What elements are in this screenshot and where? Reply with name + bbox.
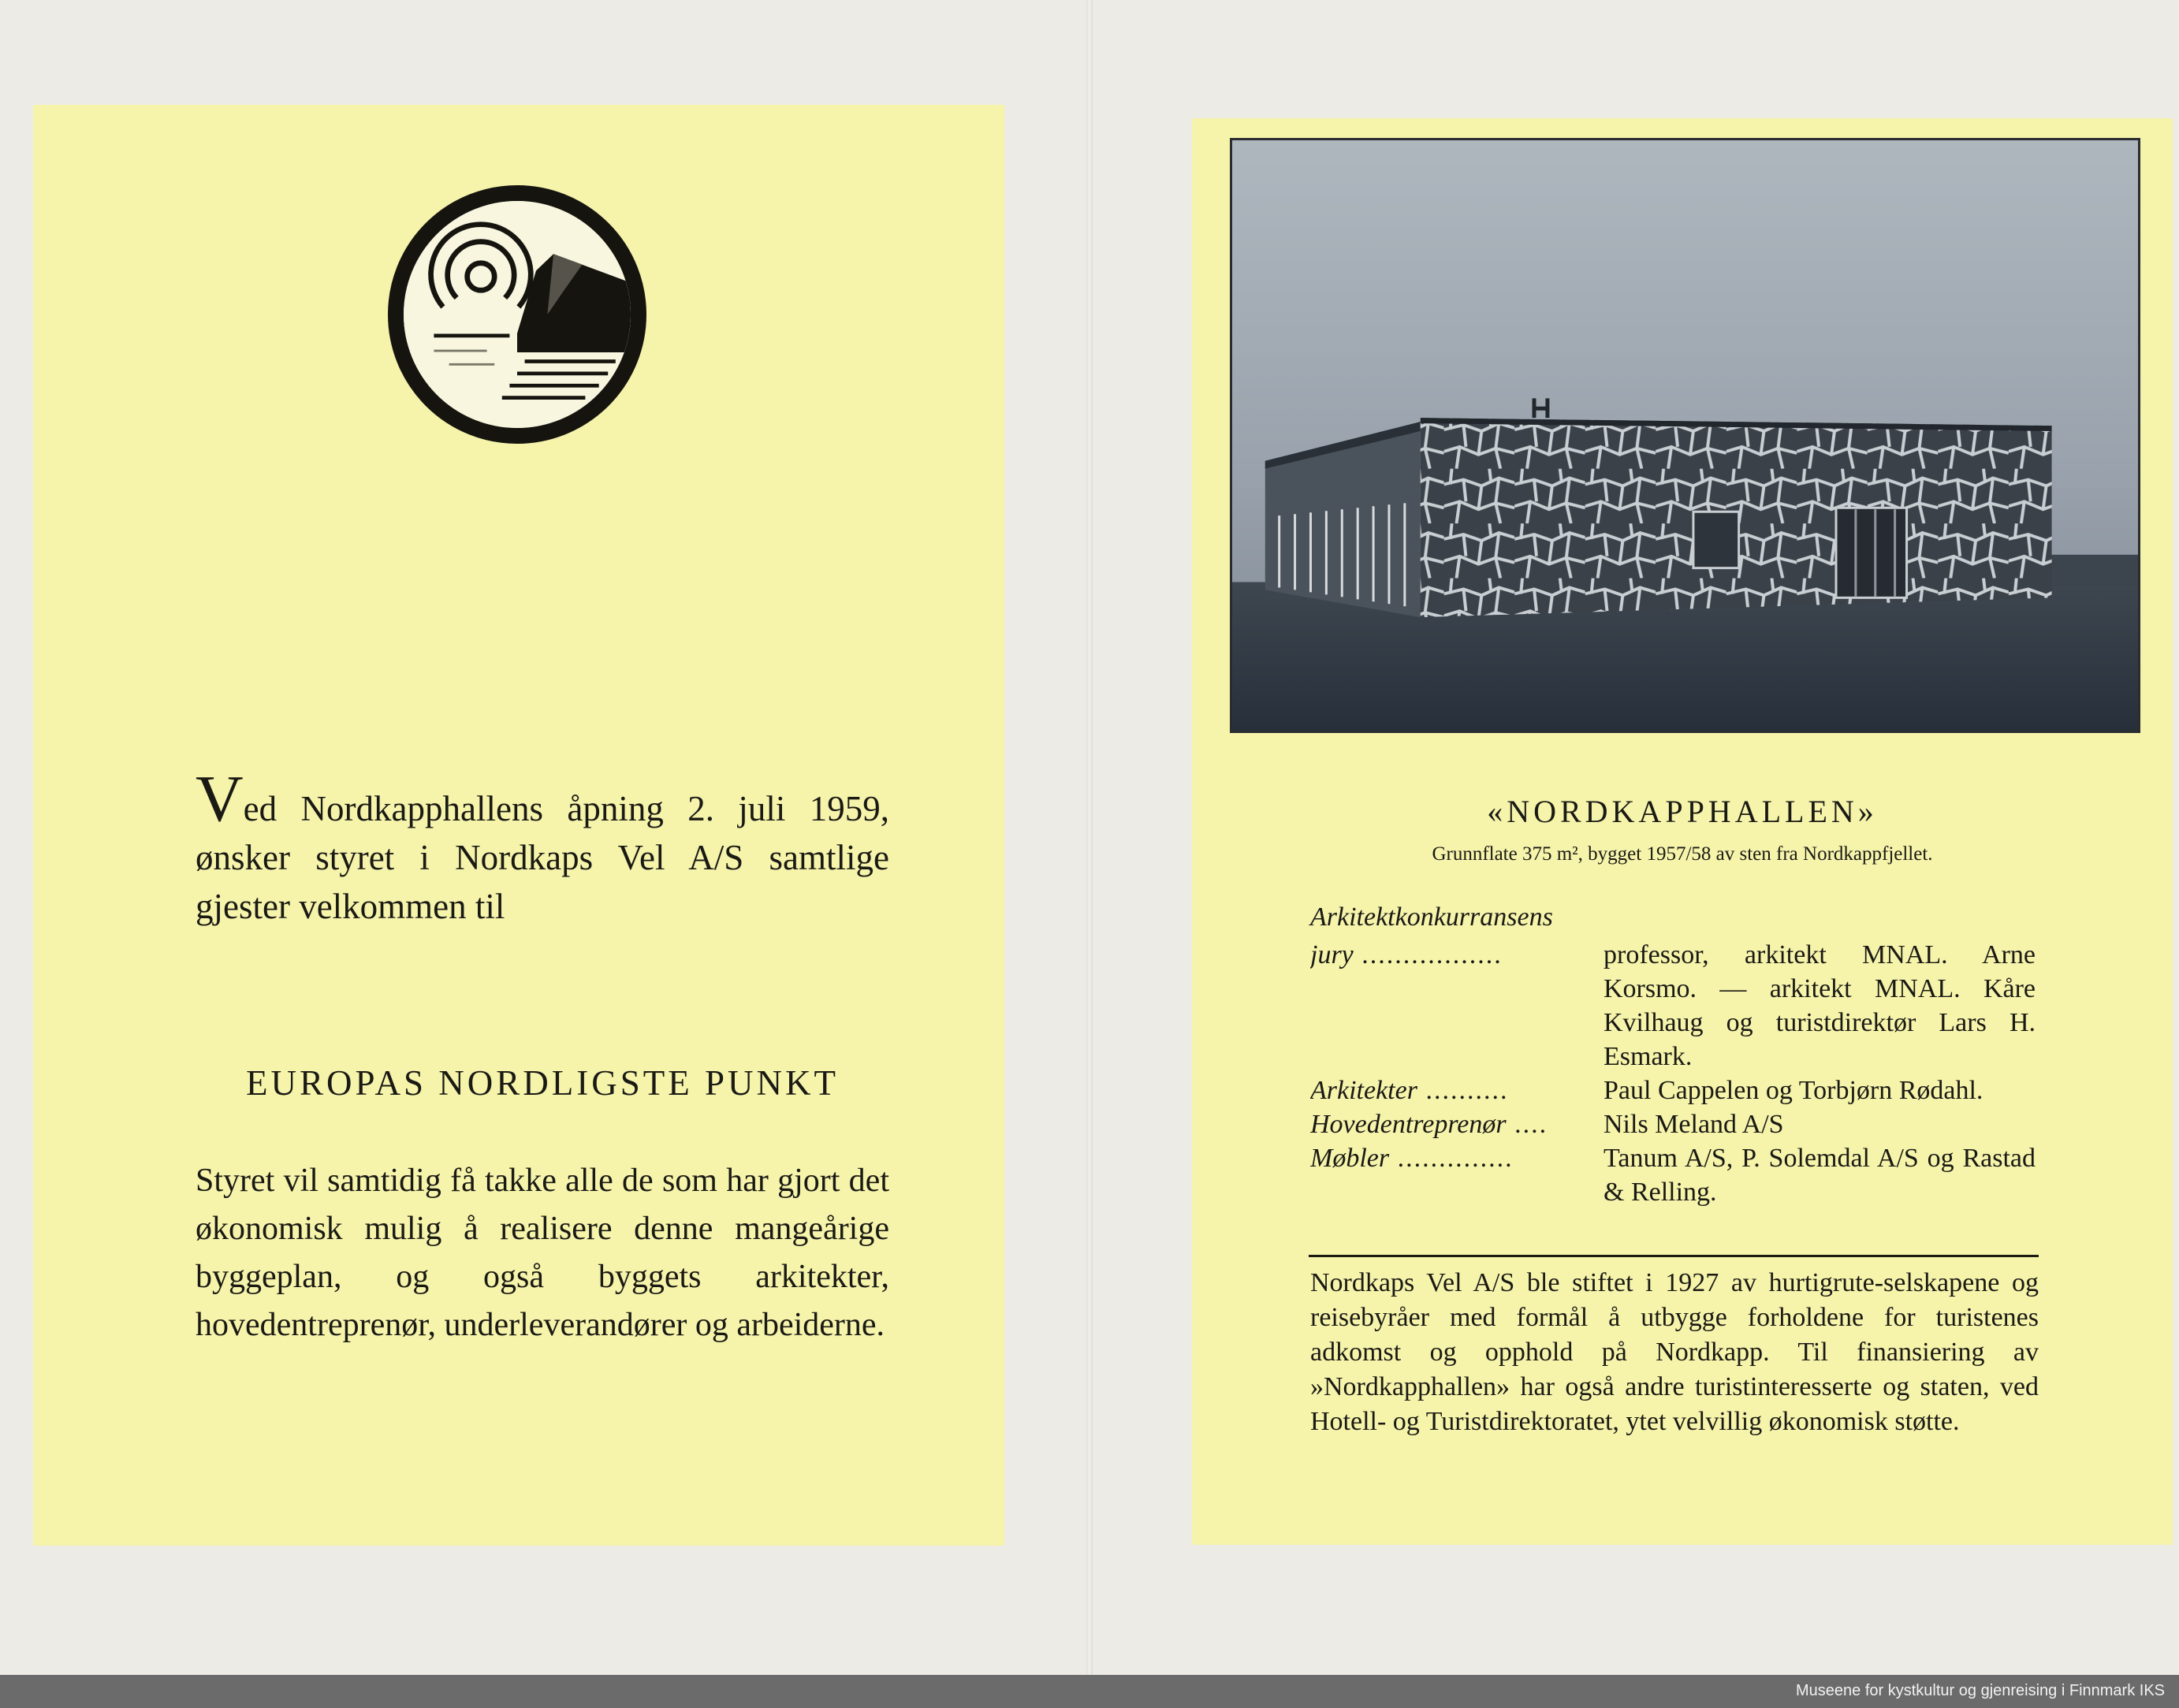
credit-role (1310, 938, 1604, 1074)
credit-role (1310, 1141, 1604, 1209)
credit-role (1310, 1074, 1604, 1107)
credit-role (1310, 1107, 1604, 1141)
dot-leader: .......... (1417, 1076, 1509, 1105)
credit-value: Tanum A/S, P. Solemdal A/S og Rastad & Relling. (1604, 1144, 2036, 1207)
welcome-paragraph (196, 762, 889, 931)
credit-value: professor, arkitekt MNAL. Arne Korsmo. — arkitekt MNAL. Kåre Kvilhaug og turistdirektør Lars H. Esmark. (1604, 940, 2036, 1071)
museum-credit: Museene for kystkultur og gjenreising i Finnmark IKS (1796, 1682, 2165, 1699)
divider-rule (1309, 1255, 2039, 1257)
dot-leader: ................. (1353, 940, 1503, 969)
credit-value: Nils Meland A/S (1604, 1110, 1784, 1139)
dot-leader: .... (1506, 1110, 1548, 1139)
nordkapphallen-title: «NORDKAPPHALLEN» (1487, 794, 1878, 829)
credit-value: Paul Cappelen og Torbjørn Rødahl. (1604, 1076, 1983, 1105)
credits-list (1310, 938, 2036, 1209)
role-label: Møbler (1310, 1144, 1390, 1173)
role-label: Hovedentreprenør (1310, 1110, 1507, 1139)
nordkapp-emblem-icon (388, 185, 646, 444)
role-label: Arkitekter (1310, 1076, 1417, 1105)
headline-europas-nordligste-punkt: EUROPAS NORDLIGSTE PUNKT (246, 1063, 839, 1103)
credit-row-hovedentreprenor (1310, 1107, 2036, 1141)
role-label: jury (1310, 940, 1354, 969)
left-page (33, 105, 1004, 1546)
center-fold (1086, 0, 1093, 1675)
credit-row-jury (1310, 938, 2036, 1074)
nordkapphallen-photo (1230, 138, 2140, 733)
footer-bar (0, 1675, 2179, 1708)
dropcap-letter: V (196, 762, 244, 835)
credit-row-arkitekter (1310, 1074, 2036, 1107)
building-subtitle: Grunnflate 375 m², bygget 1957/58 av sten fra Nordkappfjellet. (1432, 843, 1933, 865)
welcome-text: ed Nordkapphallens åpning 2. juli 1959, ønsker styret i Nordkaps Vel A/S samtlige gjester velkommen til (196, 789, 889, 926)
history-paragraph: Nordkaps Vel A/S ble stiftet i 1927 av hurtigrute-selskapene og reisebyråer med formål å utbygge forholdene for turistenes adkomst og opphold på Nordkapp. Til finansiering av »Nordkapphallen» har også andre turistinteresserte og staten, ved Hotell- og Turistdirektoratet, ytet velvillig økonomisk støtte. (1310, 1268, 2039, 1436)
dot-leader: .............. (1389, 1144, 1514, 1173)
jury-heading: Arkitektkonkurransens (1310, 902, 1553, 932)
thanks-paragraph: Styret vil samtidig få takke alle de som har gjort det økonomisk mulig å realisere denne mangeårige byggeplan, og også byggets arkitekter, hovedentreprenør, underleverandører og arbeiderne. (196, 1163, 889, 1343)
right-page (1192, 118, 2173, 1545)
credit-row-mobler (1310, 1141, 2036, 1209)
